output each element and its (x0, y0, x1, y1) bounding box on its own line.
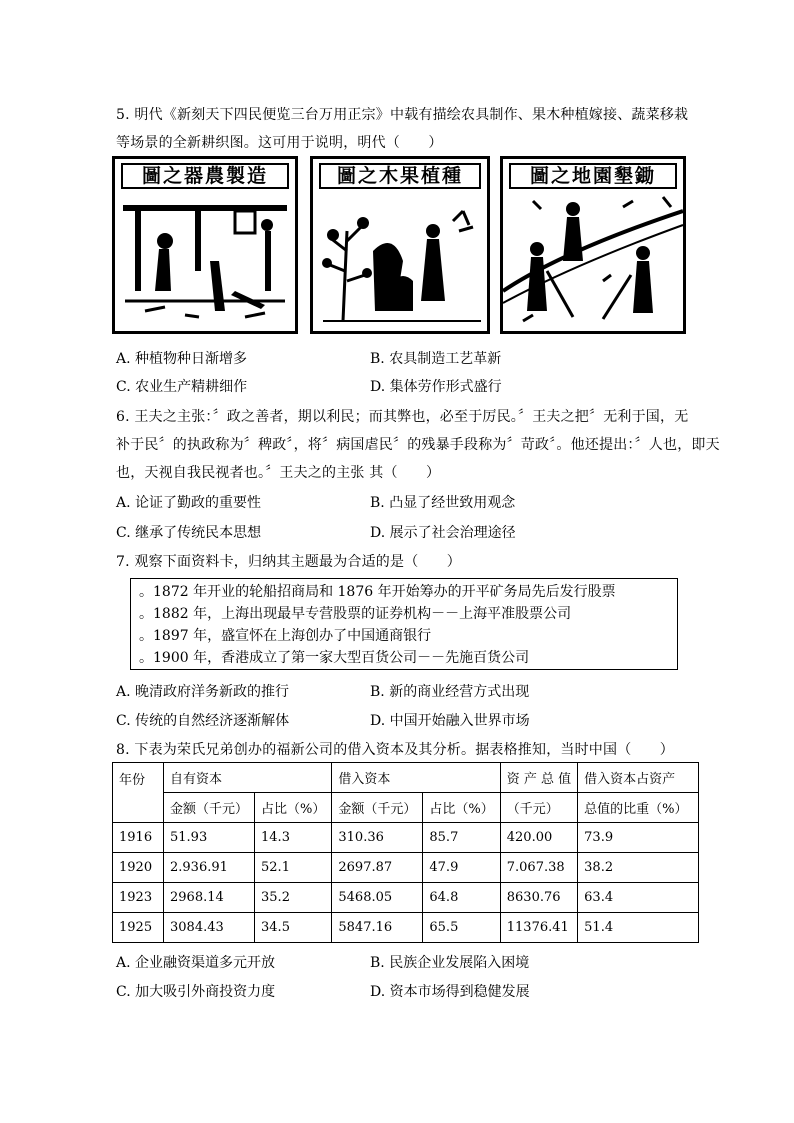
q7-stem: 7. 观察下面资料卡，归纳其主题最为合适的是（ ） (116, 554, 462, 570)
th-borrow-pct: 占比（%） (423, 793, 500, 823)
cell-total-assets: 8630.76 (500, 883, 577, 913)
panel-title-garden-hoeing: 圖之地園墾鋤 (509, 163, 677, 189)
q8-option-a[interactable]: A. 企业融资渠道多元开放 (116, 955, 276, 971)
panel-title-fruit-planting: 圖之木果植種 (319, 163, 481, 189)
cell-borrow-ratio: 73.9 (578, 823, 699, 853)
cell-own-pct: 34.5 (255, 913, 332, 943)
q7-option-b[interactable]: B. 新的商业经营方式出现 (370, 684, 530, 700)
table-row (113, 883, 699, 913)
q7-option-a[interactable]: A. 晚清政府洋务新政的推行 (116, 684, 290, 700)
th-own-capital: 自有资本 (164, 763, 332, 793)
th-year: 年份 (113, 763, 164, 823)
q8-option-b[interactable]: B. 民族企业发展陷入困境 (370, 955, 530, 971)
q7-card-item-3: 。1897 年，盛宣怀在上海创办了中国通商银行 (139, 628, 432, 644)
q5-option-b[interactable]: B. 农具制造工艺革新 (370, 351, 502, 367)
cell-own-pct: 14.3 (255, 823, 332, 853)
table-row (113, 853, 699, 883)
cell-own-amount: 2968.14 (164, 883, 255, 913)
q6-option-d[interactable]: D. 展示了社会治理途径 (370, 525, 516, 541)
cell-own-amount: 2.936.91 (164, 853, 255, 883)
cell-own-amount: 51.93 (164, 823, 255, 853)
th-ratio-unit: 总值的比重（%） (578, 793, 699, 823)
table-row (113, 823, 699, 853)
fruit-planting-woodcut-icon (313, 191, 487, 331)
tool-making-woodcut-icon (115, 191, 295, 331)
q5-illustrations (112, 156, 686, 336)
q7-info-card (130, 578, 678, 670)
q7-option-c[interactable]: C. 传统的自然经济逐渐解体 (116, 713, 290, 729)
panel-title-tool-making: 圖之器農製造 (121, 163, 289, 189)
q7-option-d[interactable]: D. 中国开始融入世界市场 (370, 713, 530, 729)
q7-card-item-1: 。1872 年开业的轮船招商局和 1876 年开始筹办的开平矿务局先后发行股票 (139, 584, 616, 600)
q6-option-a[interactable]: A. 论证了勤政的重要性 (116, 495, 262, 511)
cell-borrow-amount: 5847.16 (332, 913, 423, 943)
q6-option-c[interactable]: C. 继承了传统民本思想 (116, 525, 262, 541)
cell-year: 1925 (113, 913, 164, 943)
q7-card-item-4: 。1900 年，香港成立了第一家大型百货公司－－先施百货公司 (139, 650, 530, 666)
cell-borrow-amount: 310.36 (332, 823, 423, 853)
q5-option-d[interactable]: D. 集体劳作形式盛行 (370, 379, 502, 395)
cell-own-pct: 35.2 (255, 883, 332, 913)
q5-stem-line1: 5. 明代《新刻天下四民便览三台万用正宗》中载有描绘农具制作、果木种植嫁接、蔬菜移栽 (116, 107, 689, 123)
th-borrow-amount: 金额（千元） (332, 793, 423, 823)
th-borrow-ratio: 借入资本占资产 (578, 763, 699, 793)
th-total-unit: （千元） (500, 793, 577, 823)
q8-capital-table (112, 762, 699, 943)
q7-card-item-2: 。1882 年，上海出现最早专营股票的证券机构－－上海平准股票公司 (139, 606, 572, 622)
q5-option-c[interactable]: C. 农业生产精耕细作 (116, 379, 248, 395)
cell-year: 1923 (113, 883, 164, 913)
cell-total-assets: 11376.41 (500, 913, 577, 943)
q6-stem-line1: 6. 王夫之主张：〞政之善者，期以利民；而其弊也，必至于厉民。〞王夫之把〞无利于国，无 (116, 409, 689, 425)
th-borrowed-capital: 借入资本 (332, 763, 500, 793)
q8-option-c[interactable]: C. 加大吸引外商投资力度 (116, 984, 276, 1000)
panel-garden-hoeing (500, 156, 686, 334)
cell-borrow-pct: 47.9 (423, 853, 500, 883)
panel-tool-making (112, 156, 298, 334)
cell-total-assets: 420.00 (500, 823, 577, 853)
cell-borrow-ratio: 51.4 (578, 913, 699, 943)
th-own-pct: 占比（%） (255, 793, 332, 823)
q5-option-a[interactable]: A. 种植物种日渐增多 (116, 351, 248, 367)
cell-borrow-pct: 65.5 (423, 913, 500, 943)
cell-own-amount: 3084.43 (164, 913, 255, 943)
th-total-assets: 资 产 总 值 (500, 763, 577, 793)
table-row (113, 913, 699, 943)
cell-year: 1916 (113, 823, 164, 853)
cell-borrow-pct: 85.7 (423, 823, 500, 853)
cell-borrow-amount: 2697.87 (332, 853, 423, 883)
th-own-amount: 金额（千元） (164, 793, 255, 823)
q6-option-b[interactable]: B. 凸显了经世致用观念 (370, 495, 516, 511)
q8-stem: 8. 下表为荣氏兄弟创办的福新公司的借入资本及其分析。据表格推知，当时中国（ ） (116, 742, 675, 758)
q6-stem-line3: 也，天视自我民视者也。〞王夫之的主张 其（ ） (116, 465, 441, 481)
q5-stem-line2: 等场景的全新耕织图。这可用于说明，明代（ ） (116, 135, 443, 151)
q8-option-d[interactable]: D. 资本市场得到稳健发展 (370, 984, 530, 1000)
cell-borrow-ratio: 38.2 (578, 853, 699, 883)
cell-borrow-ratio: 63.4 (578, 883, 699, 913)
cell-borrow-amount: 5468.05 (332, 883, 423, 913)
cell-total-assets: 7.067.38 (500, 853, 577, 883)
cell-borrow-pct: 64.8 (423, 883, 500, 913)
cell-year: 1920 (113, 853, 164, 883)
cell-own-pct: 52.1 (255, 853, 332, 883)
garden-hoeing-woodcut-icon (503, 191, 683, 331)
panel-fruit-planting (310, 156, 490, 334)
q6-stem-line2: 补于民〞的执政称为〞稗政〞，将〞病国虐民〞的残暴手段称为〞苛政〞。他还提出：〞人也，即天 (116, 437, 720, 453)
